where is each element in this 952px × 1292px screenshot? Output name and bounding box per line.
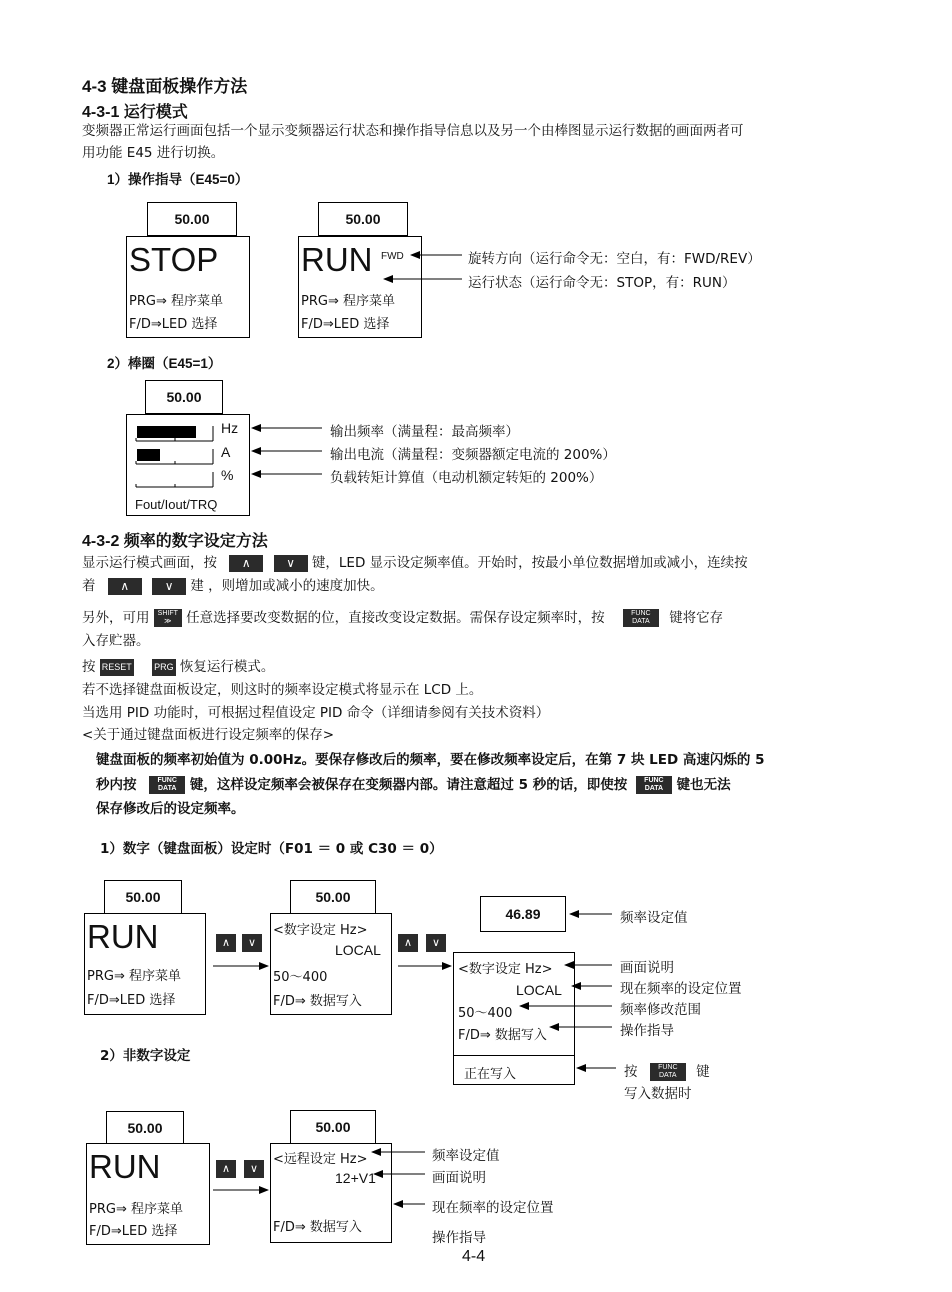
p1-text-b: 键，LED 显示设定频率值。开始时，按最小单位数据增加或减小，连续按 [311,555,748,571]
p2-text-a: 另外，可用 [82,610,150,626]
status-text-run: RUN [89,1148,161,1185]
unit-percent: % [221,467,234,483]
unit-hz: Hz [221,420,239,436]
func-key-top: FUNC [644,777,664,784]
func-key-top: FUNC [631,610,651,617]
annotation-screen-desc-2: 画面说明 [432,1170,486,1186]
p1-text-d: 建 ，则增加或减小的速度加快。 [190,578,384,594]
reset-key: RESET [100,659,134,676]
item-2-heading: 2）棒圈（E45=1） [107,356,222,371]
range-text: 50～400 [458,1006,513,1021]
func-key-top: FUNC [157,777,177,784]
down-key: ∨ [242,934,262,952]
local-text: LOCAL [335,942,381,958]
section-title: 4-3 键盘面板操作方法 [82,77,248,96]
func-key-bottom: DATA [644,785,664,792]
paragraph-4: 若不选择键盘面板设定，则这时的频率设定模式将显示在 LCD 上。 [82,682,483,698]
freq-value: 50.00 [315,1119,351,1135]
p3-text-b: 恢复运行模式。 [179,659,275,675]
freq-value: 50.00 [345,211,381,227]
up-key: ∧ [108,578,142,595]
func-key-bottom: DATA [158,785,177,792]
digital-hz-title: <数字设定 Hz> [273,923,368,938]
prg-key: PRG [152,659,176,676]
paragraph-6: <关于通过键盘面板进行设定频率的保存> [82,727,335,743]
freq-value: 50.00 [315,889,351,905]
intro-line-2: 用功能 E45 进行切换。 [82,145,225,161]
annotation-output-freq: 输出频率（满量程：最高频率） [330,424,519,440]
fd-write-line: F/D⇒ 数据写入 [458,1028,547,1043]
remote-value: 12+V1 [335,1170,376,1186]
p3-text-a: 按 [82,659,96,675]
prg-menu-line: PRG⇒ 程序菜单 [87,969,181,984]
annotation-run-state: 运行状态（运行命令无：STOP，有：RUN） [468,275,736,291]
press-text: 按 [624,1064,638,1080]
paragraph-5: 当选用 PID 功能时，可根据过程值设定 PID 命令（详细请参阅有关技术资料） [82,705,550,721]
note-text-a: 秒内按 [96,777,137,793]
p1-text-a: 显示运行模式画面，按 [82,555,217,571]
p2-text-c: 键将它存 [669,610,724,626]
p1-text-c: 着 [82,578,96,594]
annotation-op-guide: 操作指导 [620,1023,674,1039]
fd-led-line: F/D⇒LED 选择 [89,1224,178,1239]
annotation-write-time: 写入数据时 [624,1086,692,1102]
note-text-c: 键也无法 [676,777,731,793]
case-2-heading: 2）非数字设定 [100,1048,191,1064]
bar-caption: Fout/Iout/TRQ [135,497,218,512]
annotation-output-current: 输出电流（满量程：变频器额定电流的 200%） [330,447,616,463]
note-line-3: 保存修改后的设定频率。 [96,801,245,817]
unit-a: A [221,444,231,460]
annotation-op-guide-2: 操作指导 [432,1230,486,1246]
direction-text: FWD [381,251,404,262]
annotation-set-position: 现在频率的设定位置 [620,981,742,997]
paragraph-2-cont: 入存贮器。 [82,633,150,649]
intro-line-1: 变频器正常运行画面包括一个显示变频器运行状态和操作指导信息以及另一个由棒图显示运行数据的画面两者可 [82,123,744,139]
case-1-heading: 1）数字（键盘面板）设定时（F01 ＝ 0 或 C30 ＝ 0） [100,841,443,857]
func-key-top: FUNC [658,1064,678,1071]
note-line-1: 键盘面板的频率初始值为 0.00Hz。要保存修改后的频率，要在修改频率设定后，在第 7 块 LED 高速闪烁的 5 [96,752,765,768]
func-key-bottom: DATA [658,1072,677,1079]
annotation-set-value: 频率设定值 [620,910,688,926]
down-key: ∨ [426,934,446,952]
item-1-heading: 1）操作指导（E45=0） [107,172,249,187]
prg-menu-line: PRG⇒ 程序菜单 [301,294,395,309]
shift-key-top: SHIFT [157,610,178,617]
p2-text-b: 任意选择要改变数据的位，直接改变设定数据。需保存设定频率时，按 [186,610,605,626]
digital-hz-title: <数字设定 Hz> [458,962,553,977]
freq-value: 50.00 [127,1120,163,1136]
range-text: 50～400 [273,970,328,985]
annotation-rotation-direction: 旋转方向（运行命令无：空白，有：FWD/REV） [468,251,761,267]
fd-led-line: F/D⇒LED 选择 [87,993,176,1008]
status-text-run: RUN [87,918,159,955]
fd-led-line: F/D⇒LED 选择 [301,317,390,332]
freq-value: 50.00 [125,889,161,905]
writing-text: 正在写入 [464,1067,517,1082]
note-text-b: 键，这样设定频率会被保存在变频器内部。请注意超过 5 秒的话，即使按 [189,777,628,793]
local-text: LOCAL [516,982,562,998]
fd-write-line: F/D⇒ 数据写入 [273,994,362,1009]
key-word: 键 [696,1064,710,1080]
freq-value: 50.00 [166,389,202,405]
subsection-title-2: 4-3-2 频率的数字设定方法 [82,533,268,550]
up-key: ∧ [229,555,263,572]
page-number: 4-4 [462,1248,486,1265]
status-text-run: RUN [301,241,373,278]
func-key-bottom: DATA [632,618,650,625]
prg-menu-line: PRG⇒ 程序菜单 [89,1202,183,1217]
fd-led-line: F/D⇒LED 选择 [129,317,218,332]
down-key: ∨ [152,578,186,595]
annotation-set-value-2: 频率设定值 [432,1148,500,1164]
fd-write-line: F/D⇒ 数据写入 [273,1220,362,1235]
remote-hz-title: <远程设定 Hz> [273,1152,368,1167]
prg-menu-line: PRG⇒ 程序菜单 [129,294,223,309]
annotation-mod-range: 频率修改范围 [620,1002,701,1018]
freq-value: 50.00 [174,211,210,227]
annotation-load-torque: 负载转矩计算值（电动机额定转矩的 200%） [330,470,603,486]
up-key: ∧ [398,934,418,952]
subsection-title-1: 4-3-1 运行模式 [82,104,188,121]
down-key: ∨ [244,1160,264,1178]
freq-value-new: 46.89 [505,906,541,922]
shift-key-bottom: ≫ [164,618,172,625]
annotation-screen-desc: 画面说明 [620,960,674,976]
annotation-set-position-2: 现在频率的设定位置 [432,1200,554,1216]
down-key: ∨ [274,555,308,572]
status-text-stop: STOP [129,241,219,278]
up-key: ∧ [216,934,236,952]
up-key: ∧ [216,1160,236,1178]
